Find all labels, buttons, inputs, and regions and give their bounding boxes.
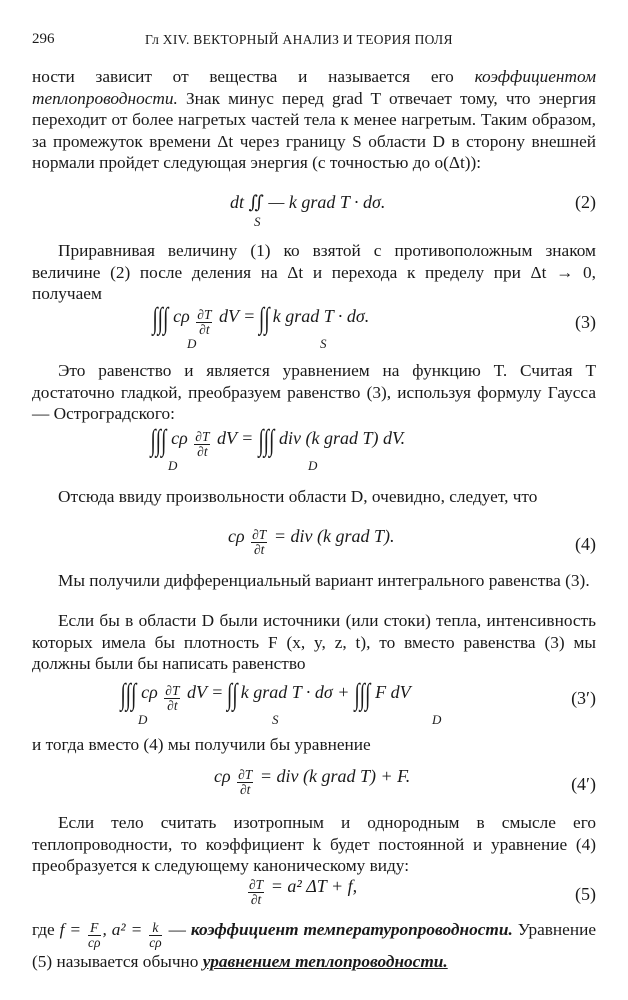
equation-3-frac-num: ∂T — [197, 307, 212, 322]
equation-3-prime-lhs: cρ — [141, 682, 158, 702]
equation-4-prime-frac-num: ∂T — [238, 767, 253, 782]
equation-4-rhs: = div (k grad T). — [273, 526, 395, 546]
equation-5-frac-num: ∂T — [249, 877, 264, 892]
where-f-num: F — [88, 921, 100, 936]
equation-gauss-frac-num: ∂T — [195, 429, 210, 444]
equation-2-body: dt ∬ — k grad T · dσ. — [230, 192, 386, 212]
equation-4 — [32, 522, 596, 566]
where-a-den: cρ — [149, 935, 162, 950]
equation-5-frac-den: ∂t — [250, 892, 262, 907]
term-thermal-diffusivity: коэффициент температуропроводности. — [190, 920, 513, 939]
equation-4-number: (4) — [575, 534, 596, 554]
equation-gauss-lhs: cρ — [171, 428, 188, 448]
where-a-lhs: , a² = — [102, 920, 148, 939]
equation-2-sub: S — [254, 214, 261, 229]
equation-4-frac-num: ∂T — [252, 527, 267, 542]
paragraph-2 — [32, 240, 596, 305]
equation-3-prime-mid: k grad T · dσ + — [240, 682, 354, 702]
equation-gauss-lhs-end: dV = — [216, 428, 258, 448]
equation-3-prime-sub2: S — [272, 712, 279, 727]
paragraph-9-text-b: — — [163, 920, 191, 939]
paragraph-4 — [32, 486, 596, 508]
paragraph-3 — [32, 360, 596, 425]
running-title: Гл XIV. ВЕКТОРНЫЙ АНАЛИЗ И ТЕОРИЯ ПОЛЯ — [145, 32, 453, 47]
equation-3-prime-number: (3′) — [571, 688, 596, 708]
equation-gauss — [32, 424, 596, 472]
double-integral-icon: ∫∫ — [226, 678, 238, 711]
where-f-lhs: f = — [59, 920, 87, 939]
equation-4-prime-rhs: = div (k grad T) + F. — [259, 766, 411, 786]
equation-4-prime-number: (4′) — [571, 774, 596, 794]
equation-2-number: (2) — [575, 192, 596, 212]
equation-3-lhs: cρ — [173, 306, 190, 326]
equation-4-prime-lhs: cρ — [214, 766, 231, 786]
equation-3-rhs: k grad T · dσ. — [272, 306, 370, 326]
paragraph-5-text: Мы получили дифференциальный вариант интегрального равенства (3). — [58, 571, 590, 590]
paragraph-1-text-a: ности зависит от вещества и называется его — [32, 67, 475, 86]
equation-3-number: (3) — [575, 312, 596, 332]
equation-3-prime-sub1: D — [138, 712, 148, 727]
triple-integral-icon: ∫∫∫ — [120, 678, 137, 711]
equation-4-prime-frac-den: ∂t — [240, 782, 251, 797]
paragraph-8-text: Если тело считать изотропным и однородным в смысле его теплопроводности, то коэффициент k будет постоянной и уравнение (4) преобразуется к следующему каноническому виду: — [32, 813, 596, 875]
equation-4-lhs: cρ — [228, 526, 245, 546]
equation-3-prime-sub3: D — [432, 712, 442, 727]
triple-integral-icon: ∫∫∫ — [152, 302, 169, 335]
equation-5-number: (5) — [575, 884, 596, 904]
equation-3-sub1: D — [187, 336, 197, 351]
paragraph-1 — [32, 66, 596, 174]
equation-5 — [32, 874, 596, 916]
equation-gauss-sub2: D — [308, 458, 318, 473]
equation-3-prime — [32, 678, 596, 726]
equation-gauss-rhs: div (k grad T) dV. — [278, 428, 406, 448]
where-f-den: cρ — [88, 935, 101, 950]
triple-integral-icon: ∫∫∫ — [354, 678, 371, 711]
equation-3-prime-lhs-end: dV = — [186, 682, 228, 702]
triple-integral-icon: ∫∫∫ — [258, 424, 275, 457]
equation-4-frac-den: ∂t — [254, 542, 265, 557]
equation-3-lhs-end: dV = — [218, 306, 260, 326]
equation-3-prime-frac-den: ∂t — [167, 698, 178, 713]
paragraph-7-text: и тогда вместо (4) мы получили бы уравнение — [32, 735, 371, 754]
equation-3-prime-frac-num: ∂T — [165, 683, 180, 698]
equation-gauss-sub1: D — [168, 458, 178, 473]
paragraph-3-text: Это равенство и является уравнением на функцию T. Считая T достаточно гладкой, преобразуем равенство (3), используя формулу Гаусса — Остроградского: — [32, 361, 596, 423]
term-thermal-conductivity: коэффициентом теплопроводности. — [32, 67, 596, 108]
equation-2 — [32, 190, 596, 230]
equation-3-prime-rhs: F dV — [375, 682, 411, 702]
paragraph-8 — [32, 812, 596, 877]
paragraph-9-text-a: где — [32, 920, 60, 939]
paragraph-9 — [32, 918, 596, 974]
page-number: 296 — [32, 31, 55, 47]
paragraph-4-text: Отсюда ввиду произвольности области D, очевидно, следует, что — [58, 487, 538, 506]
paragraph-6 — [32, 610, 596, 675]
paragraph-6-text: Если бы в области D были источники (или стоки) тепла, интенсивность которых имела бы плотность F (x, y, z, t), то вместо равенства (3) мы должны были бы написать равенство — [32, 611, 596, 673]
triple-integral-icon: ∫∫∫ — [150, 424, 167, 457]
equation-4-prime — [32, 762, 596, 806]
paragraph-7 — [32, 734, 596, 756]
paragraph-9-text-c: Уравнение (5) называется обычно — [32, 920, 597, 971]
where-a-num: k — [149, 921, 161, 936]
paragraph-2-text: Приравнивая величину (1) ко взятой с противоположным знаком величине (2) после деления на Δt и перехода к пределу при Δt → 0, получаем — [32, 241, 596, 303]
page-header — [32, 31, 596, 53]
equation-3-frac-den: ∂t — [199, 322, 210, 337]
equation-3-sub2: S — [320, 336, 327, 351]
equation-gauss-frac-den: ∂t — [197, 444, 208, 459]
equation-3 — [32, 302, 596, 350]
paragraph-5 — [32, 570, 596, 592]
equation-5-rhs: = a² ΔT + f, — [270, 876, 358, 896]
term-heat-equation: уравнением теплопроводности. — [202, 952, 448, 971]
paragraph-1-text-b: Знак минус перед grad T отвечает тому, что энергия переходит от более нагретых частей тела к менее нагретым. Таким образом, за промежуток времени Δt через границу S области D в сторону внешней нормали пройдет следующая энергия (с точностью до o(Δt)): — [32, 88, 596, 172]
double-integral-icon: ∫∫ — [258, 302, 270, 335]
